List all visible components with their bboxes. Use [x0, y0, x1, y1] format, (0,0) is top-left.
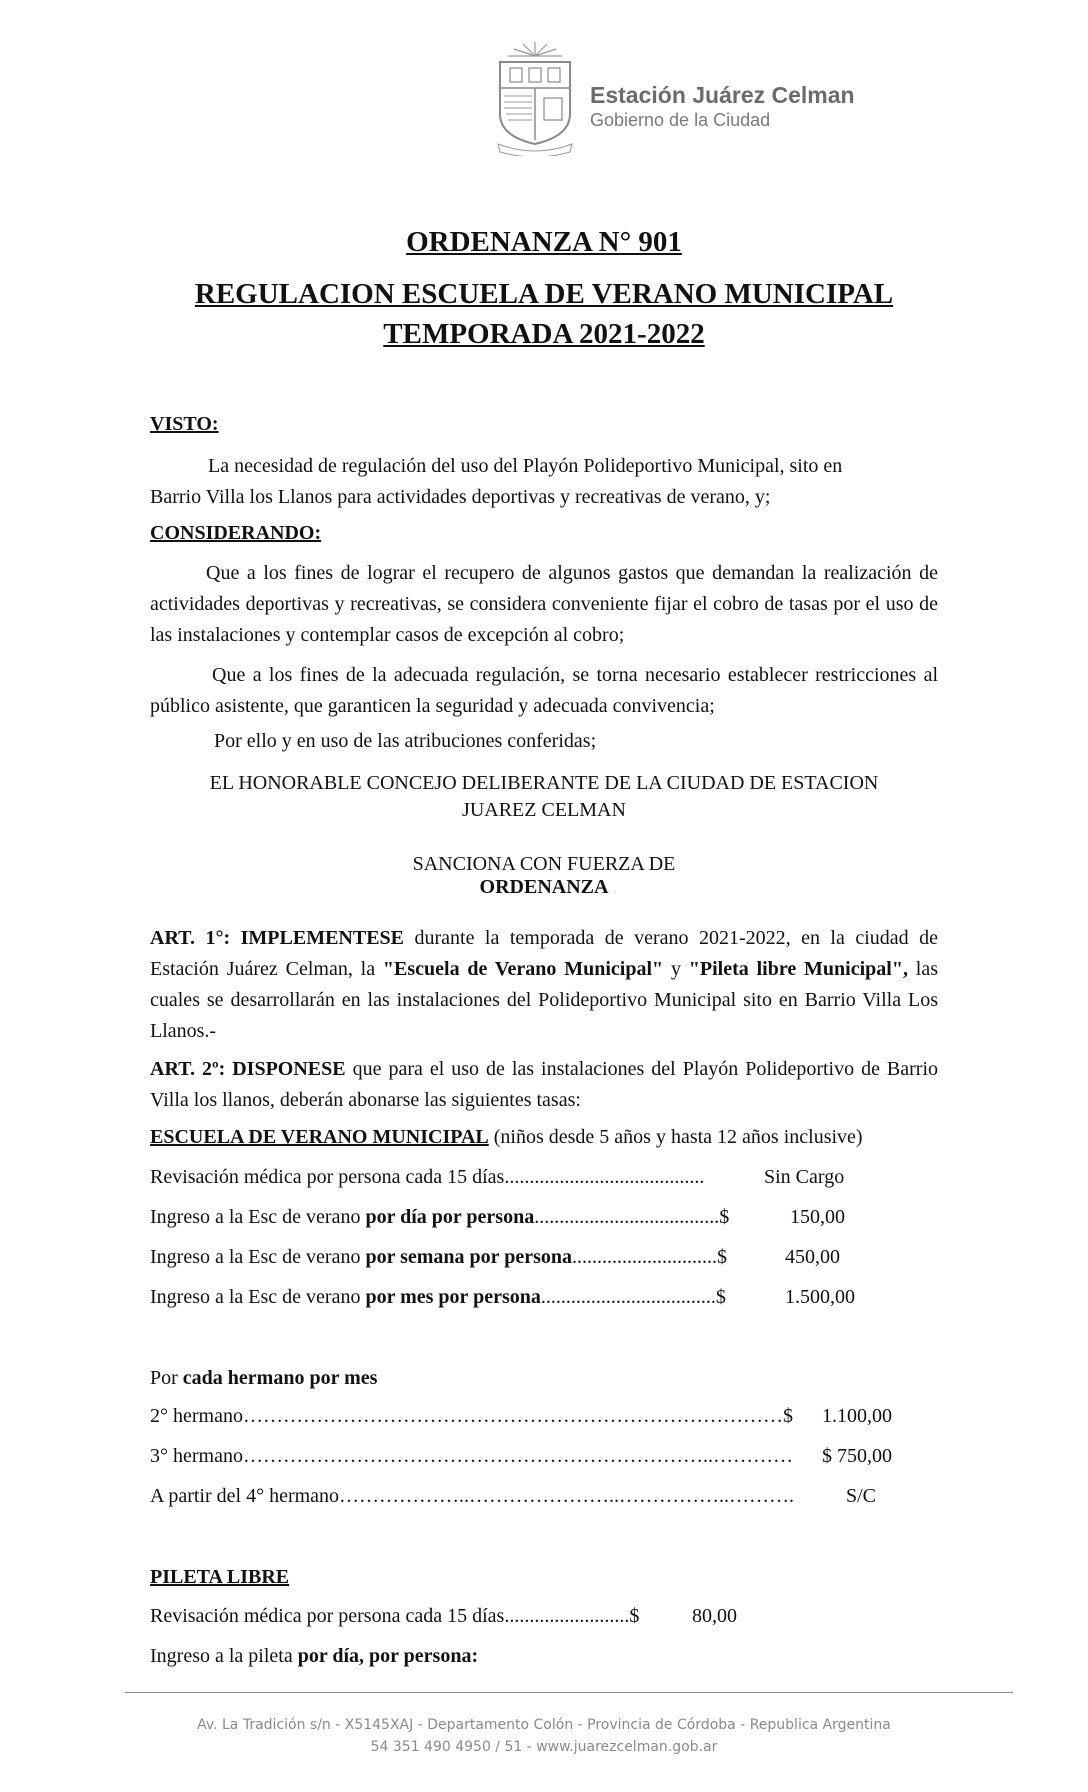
pileta-row-label: Revisación médica por persona cada 15 días.........................$	[150, 1605, 640, 1627]
fee-row-leader: .............................$	[571, 1246, 727, 1268]
sibling-row-amount: S/C	[846, 1485, 877, 1507]
fee-row-bold: por semana por persona	[365, 1246, 572, 1268]
escuela-heading-line	[150, 1124, 863, 1150]
escuela-age-note: (niños desde 5 años y hasta 12 años inclusive)	[488, 1126, 863, 1148]
ordinance-subject-title: REGULACION ESCUELA DE VERANO MUNICIPAL	[194, 278, 894, 310]
fee-row	[150, 1246, 727, 1269]
sibling-row-label: A partir del 4° hermano………………..…………………..……………..……….	[150, 1485, 795, 1507]
visto-heading: VISTO:	[150, 413, 219, 435]
sibling-row-amount: $ 750,00	[822, 1445, 892, 1467]
pileta-heading: PILETA LIBRE	[150, 1566, 290, 1588]
footer-contact: 54 351 490 4950 / 51 - www.juarezcelman.gob.ar	[370, 1739, 718, 1755]
fee-row-leader: .....................................$	[534, 1206, 730, 1228]
article-2-text: que para el uso de las instalaciones del Playón Polideportivo de Barrio Villa los llanos, deberán abonarse las siguientes tasas:	[150, 1058, 939, 1111]
sibling-row	[150, 1485, 794, 1508]
article-2	[150, 1054, 938, 1116]
considerando-paragraph-1: Que a los fines de lograr el recupero de algunos gastos que demandan la realización de actividades deportivas y recreativas, se considera conveniente fijar el cobro de tasas por el uso de las instalaciones y contemplar casos de excepción al cobro;	[150, 562, 938, 646]
ordinance-number-title: ORDENANZA N° 901	[406, 226, 682, 258]
fee-row-leader: ........................................	[504, 1166, 705, 1188]
ordenanza-label: ORDENANZA	[479, 876, 609, 898]
fee-row	[150, 1286, 726, 1309]
header-logo	[490, 40, 870, 160]
fee-row-label: Ingreso a la Esc de verano	[150, 1286, 366, 1308]
ordinance-season-title: TEMPORADA 2021-2022	[383, 318, 705, 350]
considerando-paragraph-2: Que a los fines de la adecuada regulación, se torna necesario establecer restricciones al público asistente, que garanticen la seguridad y adecuada convivencia;	[150, 664, 938, 717]
article-1-text-1: durante la temporada de verano 2021-2022, en la ciudad de Estación Juárez Celman, la	[150, 927, 938, 980]
fee-row	[150, 1206, 729, 1229]
fee-row-amount: 1.500,00	[785, 1286, 855, 1308]
fee-row-amount: 450,00	[785, 1246, 840, 1268]
hermanos-heading	[150, 1365, 377, 1391]
city-crest-icon	[490, 40, 580, 156]
sibling-row	[150, 1405, 793, 1428]
sibling-row-amount: 1.100,00	[822, 1405, 892, 1427]
article-1-bold-2: "Pileta libre Municipal",	[688, 958, 908, 980]
sibling-row	[150, 1445, 793, 1468]
article-1-bold-1: "Escuela de Verano Municipal"	[382, 958, 664, 980]
pileta-row	[150, 1605, 639, 1628]
article-1-label: ART. 1°: IMPLEMENTESE	[150, 927, 405, 949]
fee-row	[150, 1166, 704, 1189]
sanciona-line: SANCIONA CON FUERZA DE	[412, 853, 676, 875]
fee-row-bold: por mes por persona	[365, 1286, 541, 1308]
fee-row-label: Revisación médica por persona cada 15 días	[150, 1166, 505, 1188]
fee-row-amount: Sin Cargo	[764, 1166, 845, 1188]
escuela-heading: ESCUELA DE VERANO MUNICIPAL	[150, 1126, 489, 1148]
pileta-row-bold: por día, por persona:	[297, 1645, 479, 1667]
hermanos-heading-bold: cada hermano por mes	[182, 1367, 378, 1389]
visto-line-2: Barrio Villa los Llanos para actividades deportivas y recreativas de verano, y;	[150, 486, 771, 508]
footer-address: Av. La Tradición s/n - X5145XAJ - Departamento Colón - Provincia de Córdoba - Republica Argentina	[197, 1717, 891, 1733]
visto-paragraph	[150, 451, 938, 513]
considerando-heading: CONSIDERANDO:	[150, 522, 322, 544]
footer-divider	[125, 1692, 1013, 1693]
considerando-paragraph-3: Por ello y en uso de las atribuciones conferidas;	[214, 730, 597, 752]
fee-row-bold: por día por persona	[365, 1206, 535, 1228]
article-1	[150, 923, 938, 1047]
sibling-row-label: 3° hermano……………………………………………………………..…………	[150, 1445, 793, 1467]
sibling-row-label: 2° hermano………………………………………………………………………$	[150, 1405, 793, 1427]
pileta-row-label: Ingreso a la pileta	[150, 1645, 298, 1667]
fee-row-amount: 150,00	[790, 1206, 845, 1228]
org-subtitle: Gobierno de la Ciudad	[590, 110, 771, 130]
article-2-label: ART. 2º: DISPONESE	[150, 1058, 346, 1080]
article-1-text-2: y	[663, 958, 689, 980]
concejo-line-1: EL HONORABLE CONCEJO DELIBERANTE DE LA CIUDAD DE ESTACION	[209, 772, 879, 794]
org-name: Estación Juárez Celman	[590, 82, 855, 108]
hermanos-heading-prefix: Por	[150, 1367, 183, 1389]
pileta-row	[150, 1645, 478, 1668]
concejo-line-2: JUAREZ CELMAN	[462, 799, 626, 821]
fee-row-leader: ...................................$	[540, 1286, 726, 1308]
fee-row-label: Ingreso a la Esc de verano	[150, 1246, 366, 1268]
pileta-row-amount: 80,00	[692, 1605, 737, 1627]
fee-row-label: Ingreso a la Esc de verano	[150, 1206, 366, 1228]
visto-line-1: La necesidad de regulación del uso del Playón Polideportivo Municipal, sito en	[208, 455, 843, 477]
article-1-text-3: las cuales se desarrollarán en las instalaciones del Polideportivo Municipal sito en Barrio Villa Los Llanos.-	[150, 958, 939, 1042]
